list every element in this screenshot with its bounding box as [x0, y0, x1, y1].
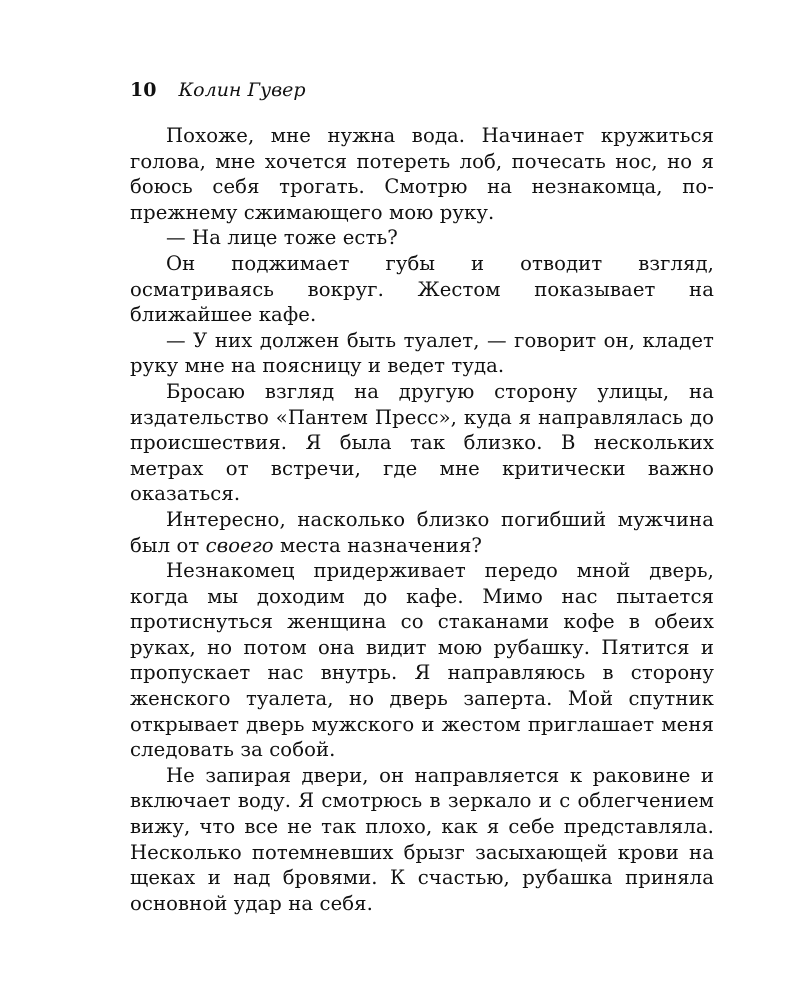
paragraph-8: Не запирая двери, он направляется к раковине и включает воду. Я смотрюсь в зеркало и с облегчением вижу, что все не так плохо, как я себе представляла. Несколько потемневших брызг засыхающей крови на щеках и над бровями. К счастью, рубашка приняла основной удар на себя. — [130, 763, 714, 915]
paragraph-2: — На лице тоже есть? — [166, 226, 398, 250]
running-head — [130, 78, 306, 102]
page-number: 10 — [130, 79, 157, 101]
author-name: Колин Гувер — [178, 79, 306, 101]
paragraph-6-emphasis: своего — [205, 533, 274, 557]
body-text — [130, 123, 714, 916]
paragraph-7: Незнакомец придерживает передо мной дверь, когда мы доходим до кафе. Мимо нас пытается протиснуться женщина со стаканами кофе в обеих руках, но потом она видит мою рубашку. Пятится и пропускает нас внутрь. Я направляюсь в сторону женского туалета, но дверь заперта. Мой спутник открывает дверь мужского и жестом приглашает меня следовать за собой. — [130, 559, 714, 762]
paragraph-5: Бросаю взгляд на другую сторону улицы, на издательство «Пантем Пресс», куда я направлялась до происшествия. Я была так близко. В нескольких метрах от встречи, где мне критически важно оказаться. — [130, 379, 714, 506]
paragraph-4: — У них должен быть туалет, — говорит он, кладет руку мне на поясницу и ведет туда. — [130, 328, 714, 378]
paragraph-6-start: Интересно, насколько близко погибший мужчина был от — [130, 507, 714, 557]
paragraph-3: Он поджимает губы и отводит взгляд, осматриваясь вокруг. Жестом показывает на ближайшее кафе. — [130, 251, 714, 327]
paragraph-6-end: места назначения? — [273, 533, 483, 557]
paragraph-1: Похоже, мне нужна вода. Начинает кружиться голова, мне хочется потереть лоб, почесать нос, но я боюсь себя трогать. Смотрю на незнакомца, по-прежнему сжимающего мою руку. — [130, 124, 714, 224]
paragraph-6 — [130, 507, 714, 558]
